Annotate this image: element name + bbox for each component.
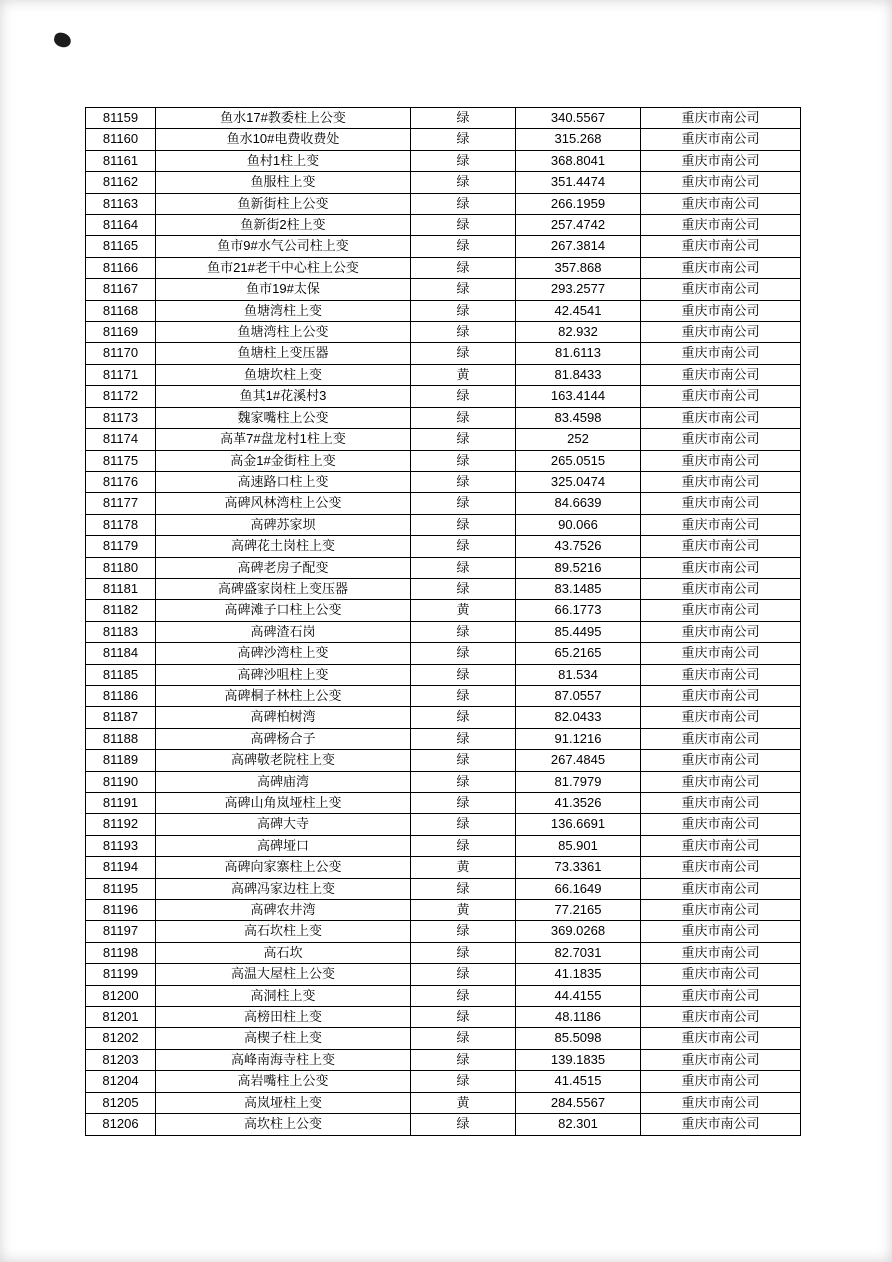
cell-value: 265.0515: [516, 450, 641, 471]
cell-company: 重庆市南公司: [641, 835, 801, 856]
cell-id: 81183: [86, 621, 156, 642]
cell-company: 重庆市南公司: [641, 685, 801, 706]
cell-company: 重庆市南公司: [641, 407, 801, 428]
cell-value: 267.3814: [516, 236, 641, 257]
cell-status: 绿: [411, 279, 516, 300]
cell-value: 139.1835: [516, 1049, 641, 1070]
cell-id: 81160: [86, 129, 156, 150]
table-row: [86, 386, 801, 407]
cell-status: 绿: [411, 386, 516, 407]
cell-value: 284.5567: [516, 1092, 641, 1113]
cell-status: 绿: [411, 322, 516, 343]
table-row: [86, 707, 801, 728]
cell-value: 84.6639: [516, 493, 641, 514]
cell-id: 81205: [86, 1092, 156, 1113]
cell-value: 85.901: [516, 835, 641, 856]
cell-name: 高峰南海寺柱上变: [156, 1049, 411, 1070]
cell-name: 鱼市9#水气公司柱上变: [156, 236, 411, 257]
cell-name: 高碑盛家岗柱上变压器: [156, 578, 411, 599]
cell-status: 绿: [411, 621, 516, 642]
transformer-data-table: [85, 107, 801, 1136]
cell-company: 重庆市南公司: [641, 771, 801, 792]
cell-value: 85.4495: [516, 621, 641, 642]
cell-company: 重庆市南公司: [641, 664, 801, 685]
cell-name: 高碑垭口: [156, 835, 411, 856]
cell-status: 绿: [411, 257, 516, 278]
cell-value: 48.1186: [516, 1007, 641, 1028]
cell-id: 81199: [86, 964, 156, 985]
cell-status: 绿: [411, 300, 516, 321]
cell-value: 266.1959: [516, 193, 641, 214]
table-row: [86, 750, 801, 771]
cell-id: 81185: [86, 664, 156, 685]
cell-name: 高碑风林湾柱上公变: [156, 493, 411, 514]
cell-name: 高碑渣石岗: [156, 621, 411, 642]
cell-status: 绿: [411, 193, 516, 214]
table-row: [86, 600, 801, 621]
cell-value: 83.1485: [516, 578, 641, 599]
cell-id: 81200: [86, 985, 156, 1006]
cell-status: 绿: [411, 407, 516, 428]
cell-name: 鱼塘湾柱上公变: [156, 322, 411, 343]
cell-status: 绿: [411, 921, 516, 942]
cell-id: 81181: [86, 578, 156, 599]
cell-status: 绿: [411, 835, 516, 856]
cell-value: 89.5216: [516, 557, 641, 578]
cell-status: 黄: [411, 364, 516, 385]
cell-name: 高碑沙咀柱上变: [156, 664, 411, 685]
table-row: [86, 108, 801, 129]
cell-status: 黄: [411, 600, 516, 621]
cell-name: 高温大屋柱上公变: [156, 964, 411, 985]
cell-id: 81167: [86, 279, 156, 300]
cell-name: 高金1#金街柱上变: [156, 450, 411, 471]
table-row: [86, 257, 801, 278]
table-row: [86, 685, 801, 706]
cell-value: 90.066: [516, 514, 641, 535]
cell-id: 81196: [86, 900, 156, 921]
cell-company: 重庆市南公司: [641, 150, 801, 171]
cell-value: 66.1649: [516, 878, 641, 899]
cell-id: 81166: [86, 257, 156, 278]
cell-value: 73.3361: [516, 857, 641, 878]
cell-status: 绿: [411, 215, 516, 236]
cell-name: 高洞柱上变: [156, 985, 411, 1006]
cell-id: 81173: [86, 407, 156, 428]
table-row: [86, 921, 801, 942]
cell-name: 鱼塘坎柱上变: [156, 364, 411, 385]
cell-company: 重庆市南公司: [641, 557, 801, 578]
cell-value: 325.0474: [516, 471, 641, 492]
table-row: [86, 985, 801, 1006]
cell-company: 重庆市南公司: [641, 964, 801, 985]
cell-value: 293.2577: [516, 279, 641, 300]
table-row: [86, 1007, 801, 1028]
cell-name: 高革7#盘龙村1柱上变: [156, 429, 411, 450]
cell-company: 重庆市南公司: [641, 1049, 801, 1070]
cell-id: 81190: [86, 771, 156, 792]
cell-company: 重庆市南公司: [641, 942, 801, 963]
cell-name: 鱼塘湾柱上变: [156, 300, 411, 321]
cell-status: 绿: [411, 429, 516, 450]
table-row: [86, 578, 801, 599]
cell-value: 357.868: [516, 257, 641, 278]
cell-company: 重庆市南公司: [641, 343, 801, 364]
table-row: [86, 536, 801, 557]
cell-name: 高碑山角岚垭柱上变: [156, 793, 411, 814]
cell-name: 鱼其1#花溪村3: [156, 386, 411, 407]
cell-id: 81161: [86, 150, 156, 171]
cell-status: 绿: [411, 493, 516, 514]
cell-name: 高榜田柱上变: [156, 1007, 411, 1028]
cell-company: 重庆市南公司: [641, 471, 801, 492]
cell-value: 44.4155: [516, 985, 641, 1006]
cell-status: 绿: [411, 964, 516, 985]
cell-company: 重庆市南公司: [641, 1028, 801, 1049]
table-row: [86, 557, 801, 578]
table-row: [86, 150, 801, 171]
cell-company: 重庆市南公司: [641, 172, 801, 193]
cell-id: 81187: [86, 707, 156, 728]
cell-id: 81184: [86, 643, 156, 664]
cell-value: 87.0557: [516, 685, 641, 706]
cell-company: 重庆市南公司: [641, 728, 801, 749]
cell-name: 高碑向家寨柱上公变: [156, 857, 411, 878]
cell-name: 高碑冯家边柱上变: [156, 878, 411, 899]
cell-name: 鱼市21#老干中心柱上公变: [156, 257, 411, 278]
cell-company: 重庆市南公司: [641, 921, 801, 942]
cell-status: 绿: [411, 664, 516, 685]
cell-company: 重庆市南公司: [641, 621, 801, 642]
cell-name: 高石坎柱上变: [156, 921, 411, 942]
cell-value: 41.3526: [516, 793, 641, 814]
cell-status: 绿: [411, 750, 516, 771]
table-row: [86, 279, 801, 300]
cell-id: 81192: [86, 814, 156, 835]
cell-name: 高碑沙湾柱上变: [156, 643, 411, 664]
cell-value: 340.5567: [516, 108, 641, 129]
table-row: [86, 364, 801, 385]
cell-value: 41.4515: [516, 1071, 641, 1092]
cell-status: 绿: [411, 1049, 516, 1070]
cell-id: 81180: [86, 557, 156, 578]
cell-status: 绿: [411, 814, 516, 835]
cell-value: 81.8433: [516, 364, 641, 385]
table-row: [86, 407, 801, 428]
cell-id: 81203: [86, 1049, 156, 1070]
table-row: [86, 857, 801, 878]
cell-company: 重庆市南公司: [641, 814, 801, 835]
cell-company: 重庆市南公司: [641, 600, 801, 621]
cell-value: 267.4845: [516, 750, 641, 771]
cell-name: 高碑花土岗柱上变: [156, 536, 411, 557]
cell-status: 绿: [411, 793, 516, 814]
cell-value: 82.7031: [516, 942, 641, 963]
cell-company: 重庆市南公司: [641, 493, 801, 514]
cell-company: 重庆市南公司: [641, 257, 801, 278]
cell-id: 81197: [86, 921, 156, 942]
cell-id: 81186: [86, 685, 156, 706]
cell-value: 163.4144: [516, 386, 641, 407]
cell-name: 高碑桐子林柱上公变: [156, 685, 411, 706]
cell-company: 重庆市南公司: [641, 364, 801, 385]
cell-company: 重庆市南公司: [641, 108, 801, 129]
cell-company: 重庆市南公司: [641, 750, 801, 771]
cell-company: 重庆市南公司: [641, 985, 801, 1006]
cell-company: 重庆市南公司: [641, 578, 801, 599]
cell-id: 81174: [86, 429, 156, 450]
cell-value: 369.0268: [516, 921, 641, 942]
cell-id: 81164: [86, 215, 156, 236]
cell-company: 重庆市南公司: [641, 129, 801, 150]
cell-id: 81175: [86, 450, 156, 471]
cell-name: 高碑庙湾: [156, 771, 411, 792]
cell-id: 81159: [86, 108, 156, 129]
cell-value: 81.7979: [516, 771, 641, 792]
cell-value: 43.7526: [516, 536, 641, 557]
cell-value: 82.301: [516, 1114, 641, 1135]
cell-id: 81172: [86, 386, 156, 407]
table-row: [86, 1114, 801, 1135]
cell-name: 高碑苏家坝: [156, 514, 411, 535]
cell-status: 绿: [411, 557, 516, 578]
cell-id: 81163: [86, 193, 156, 214]
cell-name: 高碑杨合子: [156, 728, 411, 749]
cell-name: 高岚垭柱上变: [156, 1092, 411, 1113]
cell-id: 81191: [86, 793, 156, 814]
cell-value: 65.2165: [516, 643, 641, 664]
cell-id: 81202: [86, 1028, 156, 1049]
cell-id: 81168: [86, 300, 156, 321]
cell-status: 绿: [411, 728, 516, 749]
cell-id: 81188: [86, 728, 156, 749]
cell-value: 257.4742: [516, 215, 641, 236]
cell-value: 77.2165: [516, 900, 641, 921]
table-row: [86, 343, 801, 364]
cell-value: 66.1773: [516, 600, 641, 621]
cell-value: 83.4598: [516, 407, 641, 428]
cell-company: 重庆市南公司: [641, 279, 801, 300]
table-row: [86, 1092, 801, 1113]
table-row: [86, 964, 801, 985]
cell-status: 绿: [411, 1007, 516, 1028]
cell-id: 81182: [86, 600, 156, 621]
cell-name: 高碑老房子配变: [156, 557, 411, 578]
cell-status: 绿: [411, 578, 516, 599]
cell-value: 351.4474: [516, 172, 641, 193]
cell-status: 绿: [411, 1071, 516, 1092]
cell-company: 重庆市南公司: [641, 215, 801, 236]
cell-name: 鱼水17#教委柱上公变: [156, 108, 411, 129]
cell-status: 黄: [411, 900, 516, 921]
cell-value: 136.6691: [516, 814, 641, 835]
cell-status: 黄: [411, 857, 516, 878]
cell-company: 重庆市南公司: [641, 900, 801, 921]
cell-status: 绿: [411, 129, 516, 150]
cell-company: 重庆市南公司: [641, 857, 801, 878]
cell-company: 重庆市南公司: [641, 878, 801, 899]
cell-value: 81.534: [516, 664, 641, 685]
cell-id: 81178: [86, 514, 156, 535]
cell-name: 鱼服柱上变: [156, 172, 411, 193]
cell-company: 重庆市南公司: [641, 386, 801, 407]
table-row: [86, 322, 801, 343]
cell-company: 重庆市南公司: [641, 1071, 801, 1092]
table-row: [86, 1071, 801, 1092]
cell-status: 绿: [411, 150, 516, 171]
table-row: [86, 493, 801, 514]
cell-company: 重庆市南公司: [641, 300, 801, 321]
table-row: [86, 942, 801, 963]
cell-name: 高碑柏树湾: [156, 707, 411, 728]
table-row: [86, 471, 801, 492]
cell-value: 82.932: [516, 322, 641, 343]
cell-status: 绿: [411, 985, 516, 1006]
ink-smudge-mark: [53, 31, 73, 49]
cell-status: 绿: [411, 878, 516, 899]
cell-name: 高石坎: [156, 942, 411, 963]
cell-company: 重庆市南公司: [641, 450, 801, 471]
cell-status: 绿: [411, 707, 516, 728]
cell-value: 81.6113: [516, 343, 641, 364]
cell-value: 42.4541: [516, 300, 641, 321]
table-body: [86, 108, 801, 1136]
cell-company: 重庆市南公司: [641, 1007, 801, 1028]
table-row: [86, 300, 801, 321]
cell-id: 81170: [86, 343, 156, 364]
cell-id: 81201: [86, 1007, 156, 1028]
cell-id: 81195: [86, 878, 156, 899]
cell-company: 重庆市南公司: [641, 429, 801, 450]
table-row: [86, 193, 801, 214]
cell-value: 252: [516, 429, 641, 450]
cell-status: 绿: [411, 236, 516, 257]
cell-id: 81204: [86, 1071, 156, 1092]
table-row: [86, 450, 801, 471]
cell-status: 绿: [411, 172, 516, 193]
cell-name: 鱼市19#太保: [156, 279, 411, 300]
cell-status: 绿: [411, 942, 516, 963]
cell-company: 重庆市南公司: [641, 236, 801, 257]
cell-company: 重庆市南公司: [641, 1092, 801, 1113]
table-row: [86, 728, 801, 749]
cell-id: 81169: [86, 322, 156, 343]
cell-name: 鱼村1柱上变: [156, 150, 411, 171]
table-row: [86, 236, 801, 257]
cell-status: 绿: [411, 450, 516, 471]
table-row: [86, 621, 801, 642]
cell-value: 91.1216: [516, 728, 641, 749]
cell-name: 高碑滩子口柱上公变: [156, 600, 411, 621]
cell-status: 绿: [411, 1028, 516, 1049]
cell-value: 82.0433: [516, 707, 641, 728]
cell-company: 重庆市南公司: [641, 193, 801, 214]
cell-company: 重庆市南公司: [641, 1114, 801, 1135]
cell-id: 81177: [86, 493, 156, 514]
cell-company: 重庆市南公司: [641, 536, 801, 557]
cell-name: 高坎柱上公变: [156, 1114, 411, 1135]
table-row: [86, 664, 801, 685]
table-row: [86, 1049, 801, 1070]
table-row: [86, 129, 801, 150]
cell-id: 81162: [86, 172, 156, 193]
table-row: [86, 429, 801, 450]
cell-company: 重庆市南公司: [641, 643, 801, 664]
cell-status: 绿: [411, 685, 516, 706]
table-row: [86, 878, 801, 899]
cell-name: 鱼塘柱上变压器: [156, 343, 411, 364]
cell-status: 绿: [411, 643, 516, 664]
cell-id: 81206: [86, 1114, 156, 1135]
cell-id: 81194: [86, 857, 156, 878]
table-row: [86, 643, 801, 664]
table-row: [86, 900, 801, 921]
table-row: [86, 172, 801, 193]
cell-name: 高碑敬老院柱上变: [156, 750, 411, 771]
cell-status: 绿: [411, 514, 516, 535]
cell-value: 368.8041: [516, 150, 641, 171]
cell-name: 魏家嘴柱上公变: [156, 407, 411, 428]
cell-id: 81171: [86, 364, 156, 385]
cell-name: 高楔子柱上变: [156, 1028, 411, 1049]
cell-value: 315.268: [516, 129, 641, 150]
cell-status: 绿: [411, 108, 516, 129]
cell-id: 81198: [86, 942, 156, 963]
cell-status: 黄: [411, 1092, 516, 1113]
table-row: [86, 835, 801, 856]
cell-company: 重庆市南公司: [641, 707, 801, 728]
cell-id: 81189: [86, 750, 156, 771]
cell-company: 重庆市南公司: [641, 793, 801, 814]
cell-company: 重庆市南公司: [641, 514, 801, 535]
table-row: [86, 771, 801, 792]
cell-status: 绿: [411, 471, 516, 492]
table-row: [86, 793, 801, 814]
cell-id: 81179: [86, 536, 156, 557]
cell-status: 绿: [411, 1114, 516, 1135]
cell-value: 85.5098: [516, 1028, 641, 1049]
table-row: [86, 1028, 801, 1049]
cell-id: 81193: [86, 835, 156, 856]
table-row: [86, 814, 801, 835]
cell-name: 高碑农井湾: [156, 900, 411, 921]
cell-name: 高碑大寺: [156, 814, 411, 835]
cell-status: 绿: [411, 343, 516, 364]
cell-name: 鱼新街2柱上变: [156, 215, 411, 236]
cell-name: 鱼新街柱上公变: [156, 193, 411, 214]
cell-id: 81165: [86, 236, 156, 257]
cell-name: 高速路口柱上变: [156, 471, 411, 492]
cell-id: 81176: [86, 471, 156, 492]
table-row: [86, 514, 801, 535]
cell-status: 绿: [411, 771, 516, 792]
cell-status: 绿: [411, 536, 516, 557]
cell-name: 高岩嘴柱上公变: [156, 1071, 411, 1092]
cell-company: 重庆市南公司: [641, 322, 801, 343]
cell-name: 鱼水10#电费收费处: [156, 129, 411, 150]
table-row: [86, 215, 801, 236]
cell-value: 41.1835: [516, 964, 641, 985]
